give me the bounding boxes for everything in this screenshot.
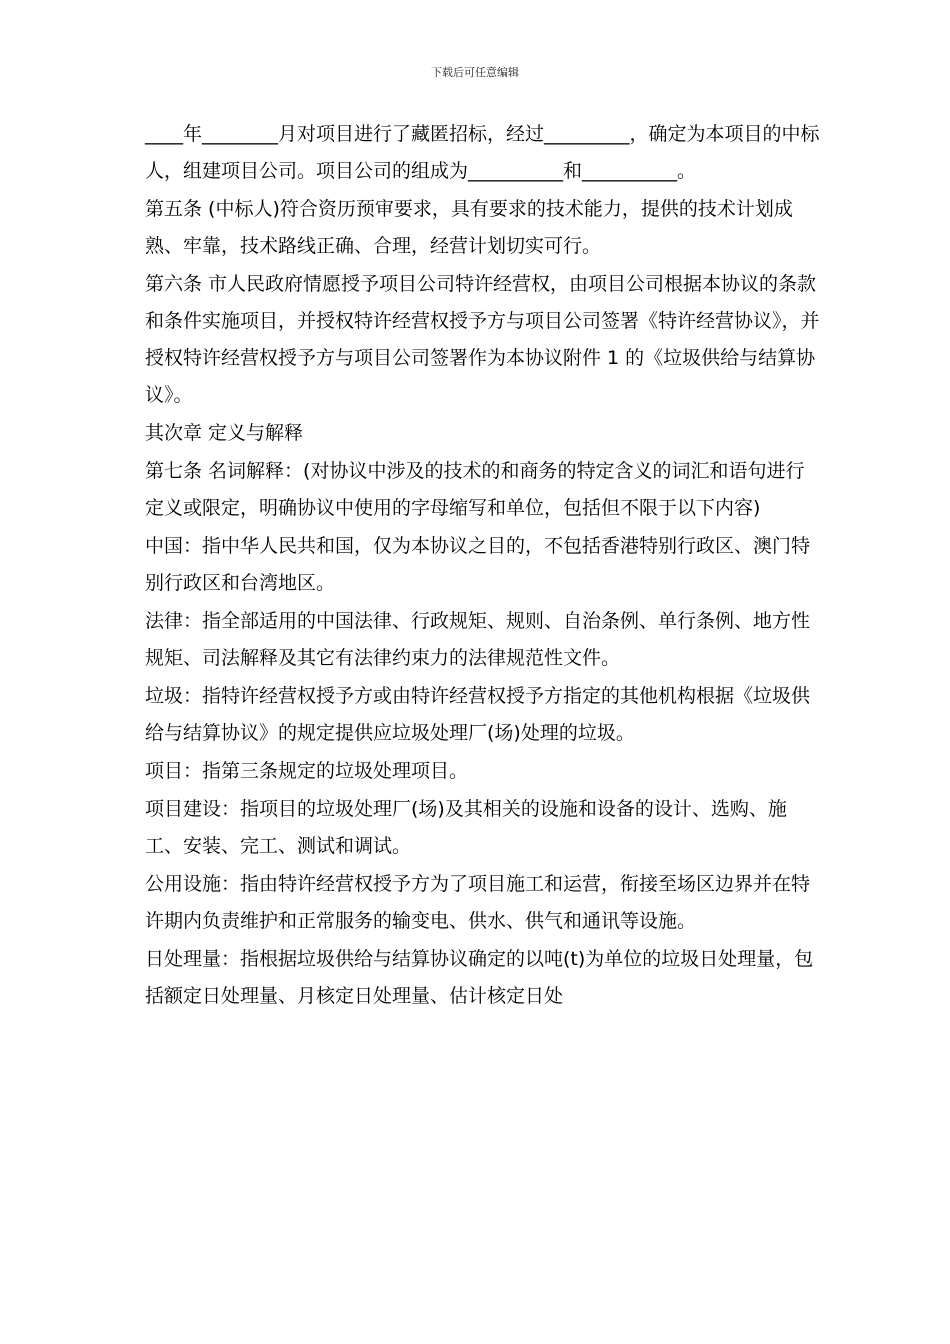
definition-law: 法律：指全部适用的中国法律、行政规矩、规则、自治条例、单行条例、地方性规矩、司法解释及其它有法律约束力的法律规范性文件。 (145, 610, 811, 669)
page-header: 下载后可任意编辑 (431, 66, 519, 79)
definition-garbage: 垃圾：指特许经营权授予方或由特许经营权授予方指定的其他机构根据《垃圾供给与结算协议》的规定提供应垃圾处理厂(场)处理的垃圾。 (145, 685, 811, 744)
paragraph-article-6: 第六条 市人民政府情愿授予项目公司特许经营权，由项目公司根据本协议的条款和条件实施项目，并授权特许经营权授予方与项目公司签署《特许经营协议》，并授权特许经营权授予方与项目公司签署作为本协议附件 1 的《垃圾供给与结算协议》。 (145, 273, 820, 406)
definition-public-facilities: 公用设施：指由特许经营权授予方为了项目施工和运营，衔接至场区边界并在特许期内负责维护和正常服务的输变电、供水、供气和通讯等设施。 (145, 873, 811, 932)
document-body (145, 116, 820, 1015)
paragraph-bidding: ____年________月对项目进行了藏匿招标，经过_________，确定为本项目的中标人，组建项目公司。项目公司的组成为__________和__________。 (145, 123, 820, 182)
chapter-heading: 其次章 定义与解释 (145, 422, 304, 444)
definition-project-construction: 项目建设：指项目的垃圾处理厂(场)及其相关的设施和设备的设计、选购、施工、安装、完工、测试和调试。 (145, 798, 787, 857)
paragraph-article-5: 第五条 (中标人)符合资历预审要求，具有要求的技术能力，提供的技术计划成熟、牢靠，技术路线正确、合理，经营计划切实可行。 (145, 198, 793, 257)
paragraph-article-7: 第七条 名词解释：(对协议中涉及的技术的和商务的特定含义的词汇和语句进行定义或限定，明确协议中使用的字母缩写和单位，包括但不限于以下内容) (145, 460, 805, 519)
definition-china: 中国：指中华人民共和国，仅为本协议之目的，不包括香港特别行政区、澳门特别行政区和台湾地区。 (145, 535, 811, 594)
definition-project: 项目：指第三条规定的垃圾处理项目。 (145, 760, 469, 782)
definition-daily-capacity: 日处理量：指根据垃圾供给与结算协议确定的以吨(t)为单位的垃圾日处理量，包括额定日处理量、月核定日处理量、估计核定日处 (145, 948, 814, 1007)
